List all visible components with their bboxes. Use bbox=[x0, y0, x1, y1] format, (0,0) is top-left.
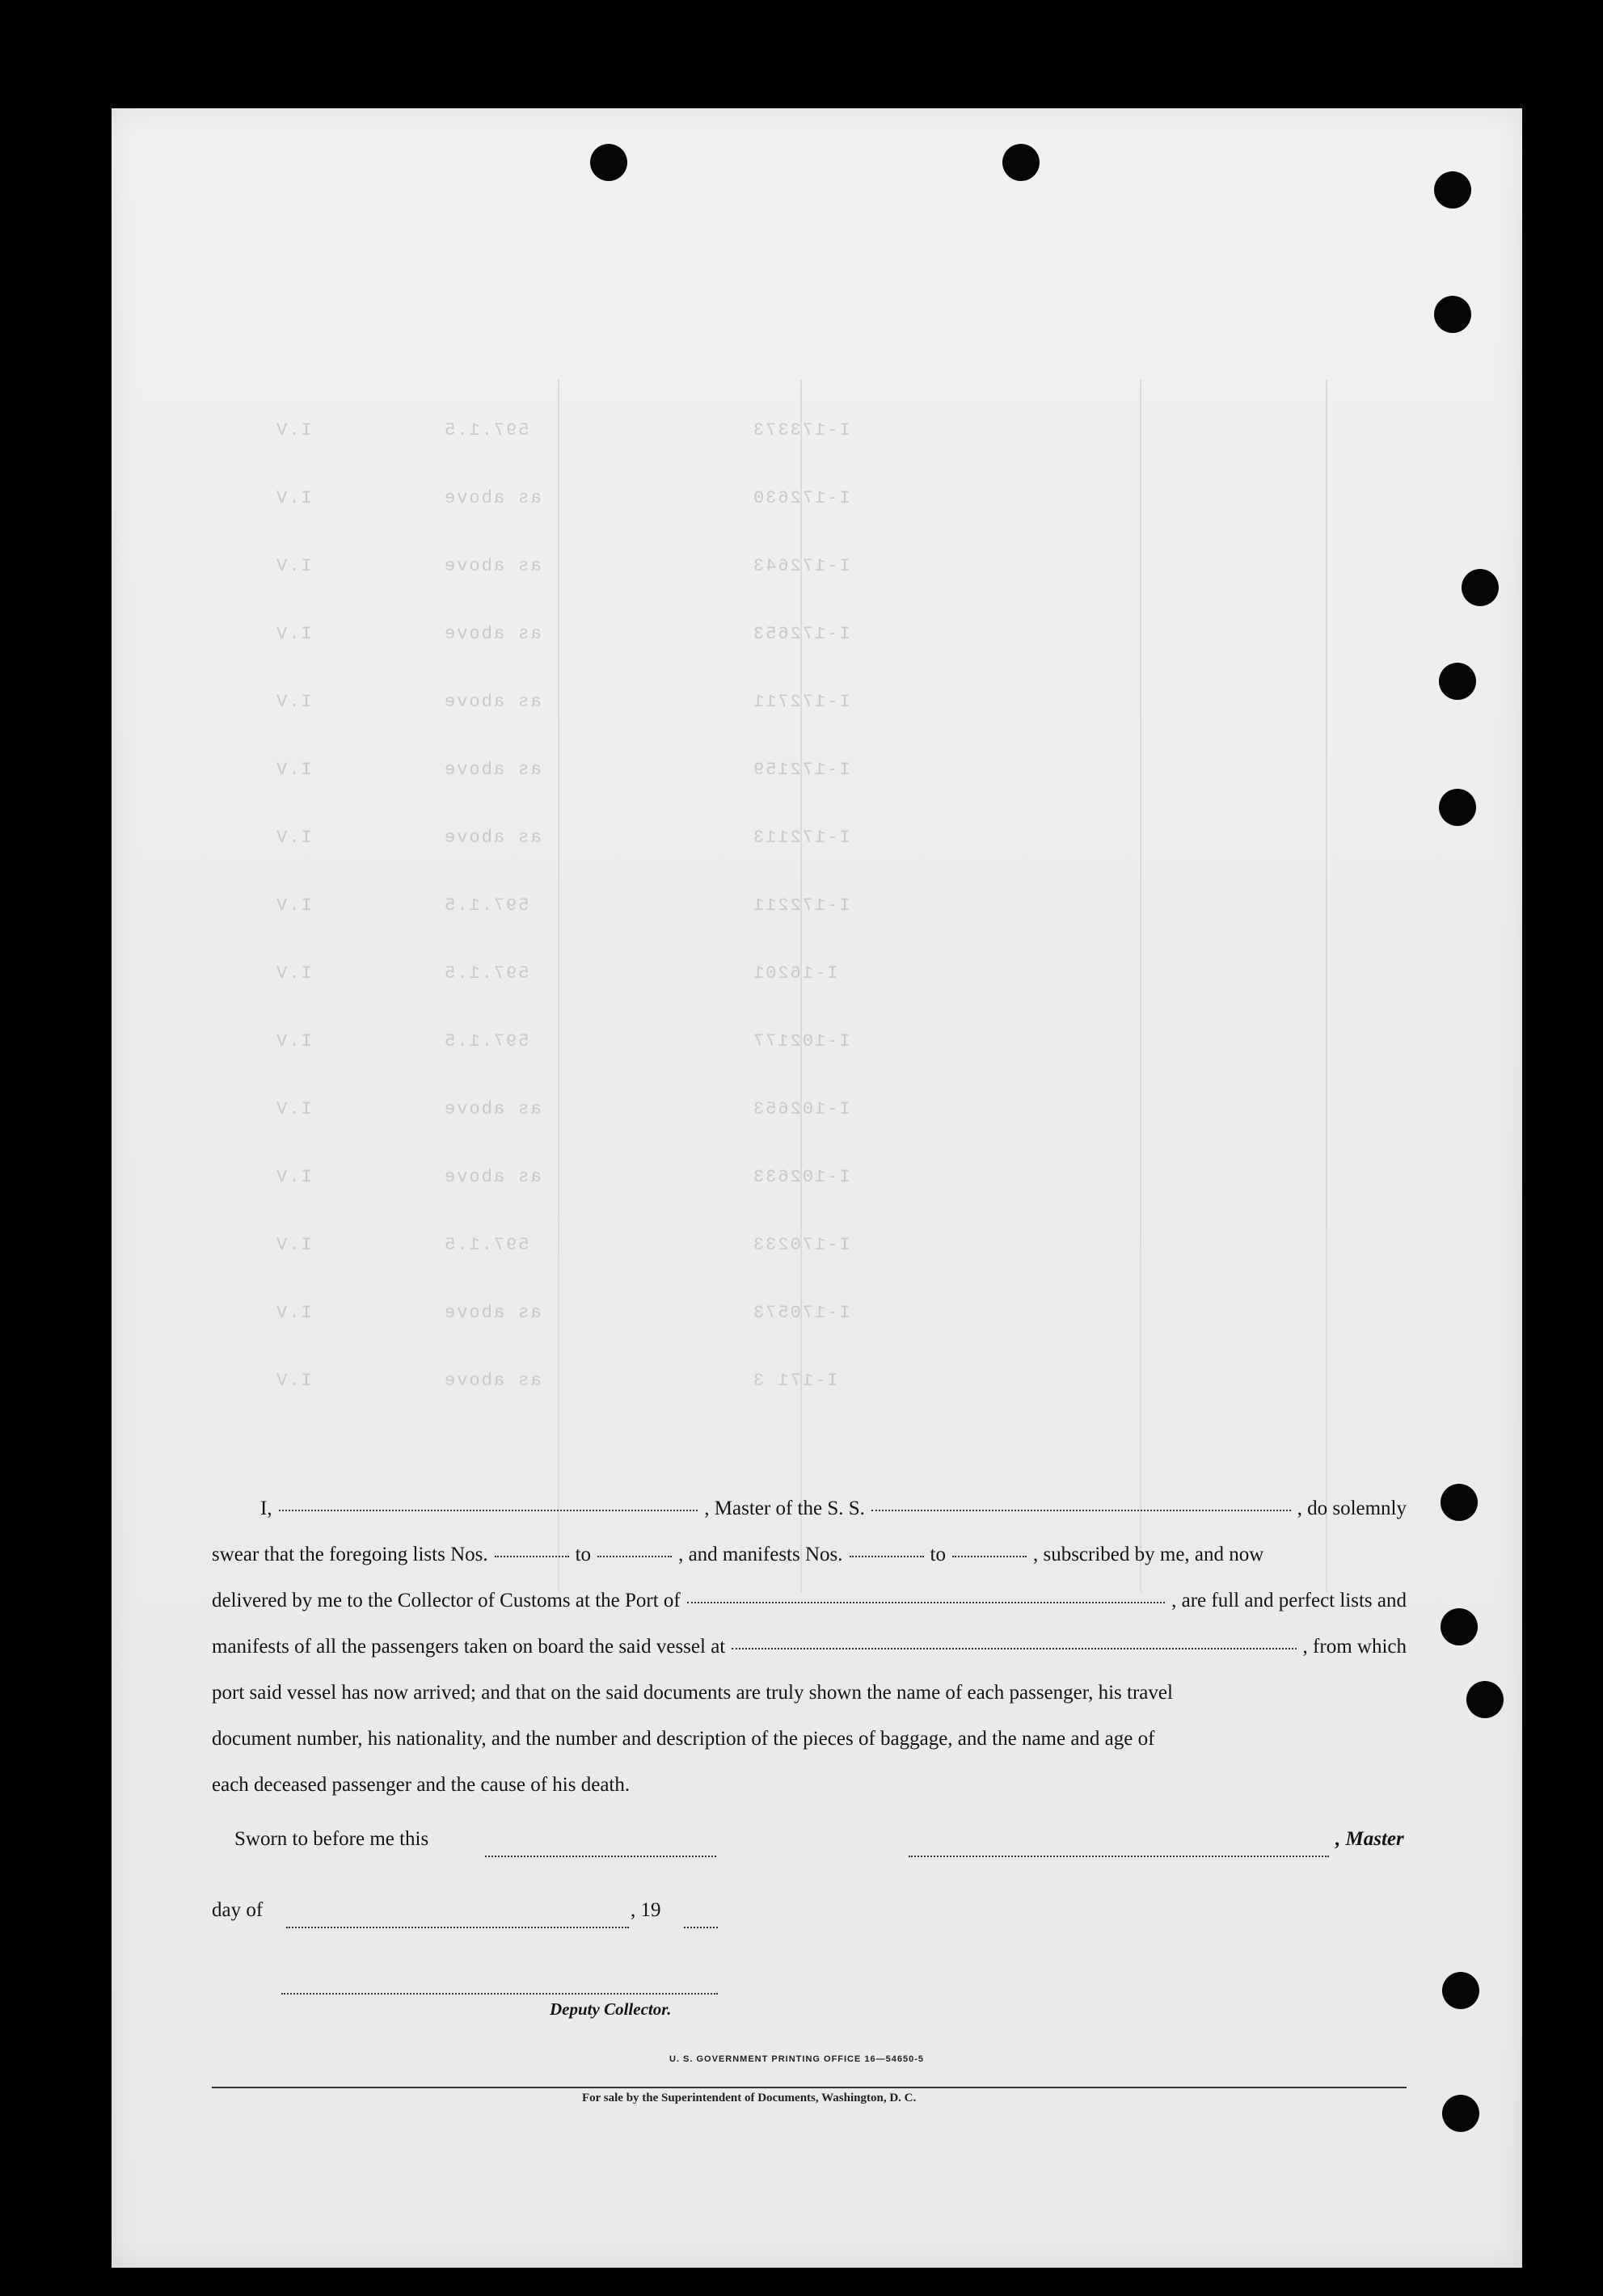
ghost-flag: I.V bbox=[275, 1031, 312, 1051]
ghost-date: 597.1.5 bbox=[443, 420, 529, 440]
year-prefix: , 19 bbox=[631, 1899, 661, 1921]
ghost-date: as above bbox=[443, 1303, 542, 1323]
port-field[interactable] bbox=[687, 1602, 1165, 1603]
ghost-flag: I.V bbox=[275, 420, 312, 440]
ship-name-field[interactable] bbox=[871, 1510, 1291, 1511]
ghost-flag: I.V bbox=[275, 692, 312, 712]
ghost-date: 597.1.5 bbox=[443, 1235, 529, 1255]
ghost-code: I-172211 bbox=[752, 895, 850, 916]
ghost-flag: I.V bbox=[275, 1371, 312, 1391]
ghost-flag: I.V bbox=[275, 1303, 312, 1323]
oath-text: swear that the foregoing lists Nos. bbox=[212, 1544, 488, 1565]
ghost-date: as above bbox=[443, 1167, 542, 1187]
ghost-date: as above bbox=[443, 1371, 542, 1391]
punch-hole bbox=[590, 144, 627, 181]
punch-hole bbox=[1439, 663, 1476, 700]
ghost-code: I-170573 bbox=[752, 1303, 850, 1323]
sworn-text: Sworn to before me this bbox=[234, 1828, 429, 1850]
ghost-date: as above bbox=[443, 692, 542, 712]
oath-text: each deceased passenger and the cause of his death. bbox=[212, 1774, 631, 1796]
day-of-label: day of bbox=[212, 1899, 264, 1921]
oath-text: manifests of all the passengers taken on board the said vessel at bbox=[212, 1636, 726, 1658]
list-to-field[interactable] bbox=[597, 1556, 672, 1557]
ghost-flag: I.V bbox=[275, 624, 312, 644]
punch-hole bbox=[1442, 2095, 1479, 2132]
oath-text: document number, his nationality, and the number and description of the pieces of baggage, and the name and age of bbox=[212, 1728, 1155, 1750]
oath-line bbox=[212, 1578, 1407, 1624]
punch-hole bbox=[1434, 171, 1471, 209]
ghost-date: 597.1.5 bbox=[443, 963, 529, 984]
ghost-code: I-172653 bbox=[752, 624, 850, 644]
ghost-date: as above bbox=[443, 488, 542, 508]
oath-line bbox=[212, 1624, 1407, 1670]
master-label: , Master bbox=[1335, 1828, 1404, 1850]
oath-text: I, bbox=[260, 1498, 272, 1519]
ghost-date: as above bbox=[443, 556, 542, 576]
ghost-flag: I.V bbox=[275, 828, 312, 848]
oath-line bbox=[212, 1485, 1407, 1531]
ghost-code: I-172113 bbox=[752, 828, 850, 848]
ghost-column-rule bbox=[1326, 380, 1327, 1592]
punch-hole bbox=[1434, 296, 1471, 333]
ghost-date: as above bbox=[443, 624, 542, 644]
ghost-code: I-171 3 bbox=[752, 1371, 838, 1391]
printing-office-imprint: U. S. GOVERNMENT PRINTING OFFICE 16—54650-5 bbox=[669, 2054, 925, 2064]
oath-text: , are full and perfect lists and bbox=[1171, 1590, 1407, 1611]
oath-line bbox=[212, 1670, 1407, 1716]
oath-text: , from which bbox=[1302, 1636, 1407, 1658]
ghost-flag: I.V bbox=[275, 760, 312, 780]
oath-line bbox=[212, 1762, 1407, 1808]
ghost-code: I-102653 bbox=[752, 1099, 850, 1119]
ghost-flag: I.V bbox=[275, 1235, 312, 1255]
ghost-flag: I.V bbox=[275, 1099, 312, 1119]
sale-notice: For sale by the Superintendent of Documents, Washington, D. C. bbox=[582, 2092, 917, 2104]
deputy-collector-label: Deputy Collector. bbox=[550, 1999, 672, 2019]
oath-text: to bbox=[930, 1544, 946, 1565]
year-field[interactable] bbox=[684, 1927, 718, 1928]
oath-text: , and manifests Nos. bbox=[678, 1544, 843, 1565]
oath-text: , do solemnly bbox=[1297, 1498, 1407, 1519]
punch-hole bbox=[1441, 1484, 1478, 1521]
ghost-code: I-172711 bbox=[752, 692, 850, 712]
ghost-date: as above bbox=[443, 760, 542, 780]
ghost-code: I-172643 bbox=[752, 556, 850, 576]
ghost-flag: I.V bbox=[275, 963, 312, 984]
ghost-code: I-172159 bbox=[752, 760, 850, 780]
oath-text: , Master of the S. S. bbox=[704, 1498, 865, 1519]
manifest-to-field[interactable] bbox=[952, 1556, 1027, 1557]
ghost-flag: I.V bbox=[275, 1167, 312, 1187]
ghost-code: I-16201 bbox=[752, 963, 838, 984]
oath-text: , subscribed by me, and now bbox=[1032, 1544, 1264, 1565]
oath-text: port said vessel has now arrived; and that on the said documents are truly shown the name of each passenger, his travel bbox=[212, 1682, 1173, 1704]
master-name-field[interactable] bbox=[279, 1510, 698, 1511]
oath-paragraph bbox=[212, 1485, 1407, 1808]
ghost-date: as above bbox=[443, 828, 542, 848]
ghost-flag: I.V bbox=[275, 488, 312, 508]
list-from-field[interactable] bbox=[495, 1556, 569, 1557]
ghost-date: as above bbox=[443, 1099, 542, 1119]
oath-line bbox=[212, 1716, 1407, 1762]
day-of-field[interactable] bbox=[286, 1927, 629, 1928]
ghost-code: I-173373 bbox=[752, 420, 850, 440]
ghost-code: I-102177 bbox=[752, 1031, 850, 1051]
ghost-code: I-170233 bbox=[752, 1235, 850, 1255]
ghost-code: I-172630 bbox=[752, 488, 850, 508]
footer-rule bbox=[212, 2087, 1407, 2088]
oath-text: to bbox=[575, 1544, 592, 1565]
ghost-flag: I.V bbox=[275, 556, 312, 576]
ghost-date: 597.1.5 bbox=[443, 895, 529, 916]
ghost-date: 597.1.5 bbox=[443, 1031, 529, 1051]
punch-hole bbox=[1462, 569, 1499, 606]
punch-hole bbox=[1466, 1681, 1504, 1718]
manifest-from-field[interactable] bbox=[850, 1556, 924, 1557]
oath-line bbox=[212, 1531, 1407, 1578]
ghost-flag: I.V bbox=[275, 895, 312, 916]
ghost-column-rule bbox=[1140, 380, 1141, 1592]
sworn-date-field[interactable] bbox=[485, 1856, 716, 1857]
punch-hole bbox=[1439, 789, 1476, 826]
ghost-column-rule bbox=[558, 380, 559, 1592]
ghost-code: I-102633 bbox=[752, 1167, 850, 1187]
punch-hole bbox=[1442, 1972, 1479, 2009]
master-signature-field[interactable] bbox=[909, 1856, 1329, 1857]
oath-text: delivered by me to the Collector of Customs at the Port of bbox=[212, 1590, 681, 1611]
punch-hole bbox=[1441, 1608, 1478, 1645]
punch-hole bbox=[1002, 144, 1040, 181]
departure-port-field[interactable] bbox=[732, 1648, 1296, 1649]
deputy-signature-field[interactable] bbox=[281, 1993, 718, 1995]
